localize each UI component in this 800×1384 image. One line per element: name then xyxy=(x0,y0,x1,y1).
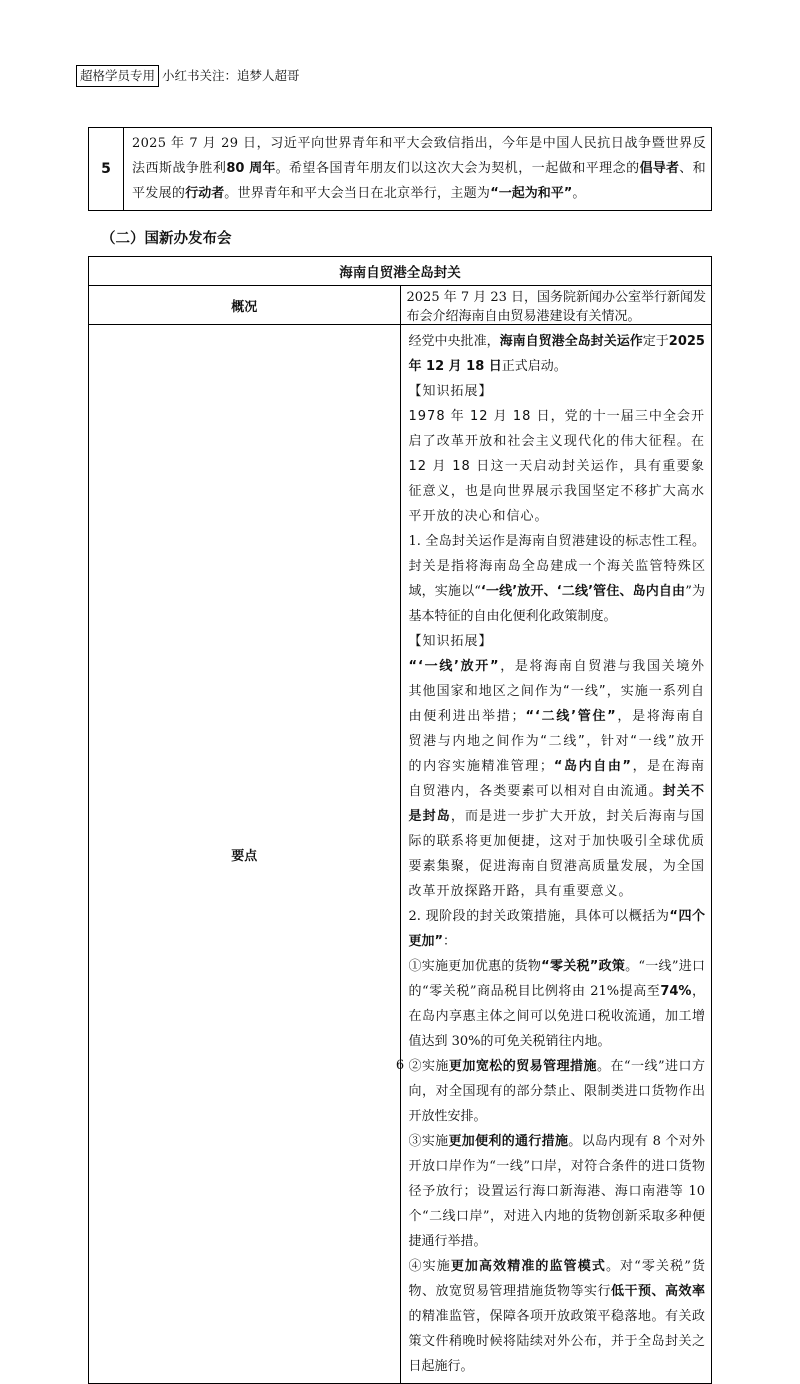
text-run: ： xyxy=(443,934,457,949)
bold-run: 倡导者 xyxy=(639,161,680,176)
paragraph-point-1 xyxy=(409,529,706,629)
text-run: 。 xyxy=(572,186,586,201)
bold-run: 2025 年 12 月 18 日 xyxy=(408,334,705,374)
measure-4 xyxy=(409,1254,706,1379)
bold-run: “岛内自由” xyxy=(553,759,632,774)
text-run: ，是在海南自贸港内，各类要素可以相对自由流通。 xyxy=(408,759,705,799)
bold-run: “零关税”政策 xyxy=(541,959,626,974)
text-run: 。世界青年和平大会当日在北京举行，主题为 xyxy=(224,186,491,201)
text-run: ④实施 xyxy=(408,1259,451,1274)
text-run: ③实施 xyxy=(408,1134,449,1149)
bold-run: 80 周年 xyxy=(226,161,276,176)
bold-run: 封关不是封岛 xyxy=(408,784,705,824)
text-run: ①实施更加优惠的货物 xyxy=(408,959,542,974)
paragraph-point-2 xyxy=(409,904,706,954)
text-run: 。对“零关税”货物、放宽贸易管理措施货物等实行 xyxy=(408,1259,705,1299)
text-run: 、和平发展的 xyxy=(132,161,706,201)
text-run: 。希望各国青年朋友们以这次大会为契机，一起做和平理念的 xyxy=(275,161,640,176)
bold-run: “‘一线’放开” xyxy=(408,659,500,674)
text-run: ”为基本特征的自由化便利化政策制度。 xyxy=(408,584,705,624)
text-run: ，在岛内享惠主体之间可以免进口税收流通，加工增值达到 30%的可免关税销往内地。 xyxy=(408,984,705,1049)
table-title: 海南自贸港全岛封关 xyxy=(89,257,712,286)
news-item-row xyxy=(89,128,712,211)
overview-text: 2025 年 7 月 23 日，国务院新闻办公室举行新闻发布会介绍海南自由贸易港建设有关情况。 xyxy=(400,286,712,325)
hainan-table xyxy=(88,256,712,1384)
text-run: 。“一线”进口的“零关税”商品税目比例将由 21%提高至 xyxy=(408,959,705,999)
header-badge: 超格学员专用 xyxy=(76,65,159,87)
keypoints-row xyxy=(89,325,712,1384)
keypoints-label: 要点 xyxy=(89,325,401,1384)
text-run: 正式启动。 xyxy=(501,359,567,374)
news-item-text xyxy=(124,128,712,211)
knowledge-extension-text xyxy=(409,654,706,904)
bold-run: 海南自贸港全岛封关运作 xyxy=(499,334,643,349)
text-run: 。以岛内现有 8 个对外开放口岸作为“一线”口岸，对符合条件的进口货物径予放行；设置运行海口新海港、海口南港等 10 个“二线口岸”，对进入内地的货物创新采取多种便捷通行举措。 xyxy=(408,1134,705,1249)
text-run: 。在“一线”进口方向，对全国现有的部分禁止、限制类进口货物作出开放性安排。 xyxy=(408,1059,705,1124)
bold-run: 更加宽松的贸易管理措施 xyxy=(448,1059,597,1074)
bold-run: 行动者 xyxy=(185,186,225,201)
header-follow-text: 小红书关注：追梦人超哥 xyxy=(162,68,300,83)
text-run: ，是将海南自贸港与我国关境外其他国家和地区之间作为“一线”，实施一系列自由便利进出举措； xyxy=(408,659,705,724)
page-header xyxy=(76,65,300,87)
text-run: ，而是进一步扩大开放，封关后海南与国际的联系将更加便捷，这对于加快吸引全球优质要素集聚，促进海南自贸港高质量发展，为全国改革开放探路开路，具有重要意义。 xyxy=(408,809,705,899)
text-run: 定于 xyxy=(642,334,669,349)
bold-run: “一起为和平” xyxy=(490,186,573,201)
knowledge-extension-label: 【知识拓展】 xyxy=(408,384,493,399)
overview-label: 概况 xyxy=(89,286,401,325)
bold-run: 低干预、高效率 xyxy=(610,1284,705,1299)
text-run: 2. 现阶段的封关政策措施，具体可以概括为 xyxy=(408,909,670,924)
measure-1 xyxy=(409,954,706,1054)
text-run: ②实施 xyxy=(408,1059,449,1074)
bold-run: 更加高效精准的监管模式 xyxy=(450,1259,606,1274)
knowledge-extension-label: 【知识拓展】 xyxy=(408,634,493,649)
overview-row xyxy=(89,286,712,325)
bold-run: “‘二线’管住” xyxy=(525,709,617,724)
bold-run: 更加便利的通行措施 xyxy=(448,1134,569,1149)
measure-3 xyxy=(409,1129,706,1254)
news-item-table xyxy=(88,127,712,211)
text-run: 经党中央批准， xyxy=(408,334,500,349)
paragraph-approval xyxy=(409,329,706,379)
knowledge-extension-text: 1978 年 12 月 18 日，党的十一届三中全会开启了改革开放和社会主义现代化的伟大征程。在 12 月 18 日这一天启动封关运作，具有重要象征意义，也是向世界展示我国坚定不移扩大高水平开放的决心和信心。 xyxy=(408,409,705,524)
section-title: （二）国新办发布会 xyxy=(101,231,232,247)
page-number: 6 xyxy=(395,1058,405,1073)
table-title-row xyxy=(89,257,712,286)
bold-run: 74% xyxy=(660,984,692,999)
bold-run: ‘一线’放开、‘二线’管住、岛内自由 xyxy=(480,584,686,599)
text-run: 2025 年 7 月 29 日，习近平向世界青年和平大会致信指出，今年是中国人民抗日战争暨世界反法西斯战争胜利 xyxy=(132,136,706,176)
text-run: 1. 全岛封关运作是海南自贸港建设的标志性工程。封关是指将海南岛全岛建成一个海关监管特殊区域，实施以“ xyxy=(408,534,705,599)
keypoints-content xyxy=(400,325,712,1384)
text-run: 的精准监管，保障各项开放政策平稳落地。有关政策文件稍晚时候将陆续对外公布，并于全岛封关之日起施行。 xyxy=(408,1309,705,1374)
text-run: ，是将海南自贸港与内地之间作为“二线”，针对“一线”放开的内容实施精准管理； xyxy=(408,709,705,774)
bold-run: “四个更加” xyxy=(408,909,705,949)
news-item-number: 5 xyxy=(89,128,124,211)
